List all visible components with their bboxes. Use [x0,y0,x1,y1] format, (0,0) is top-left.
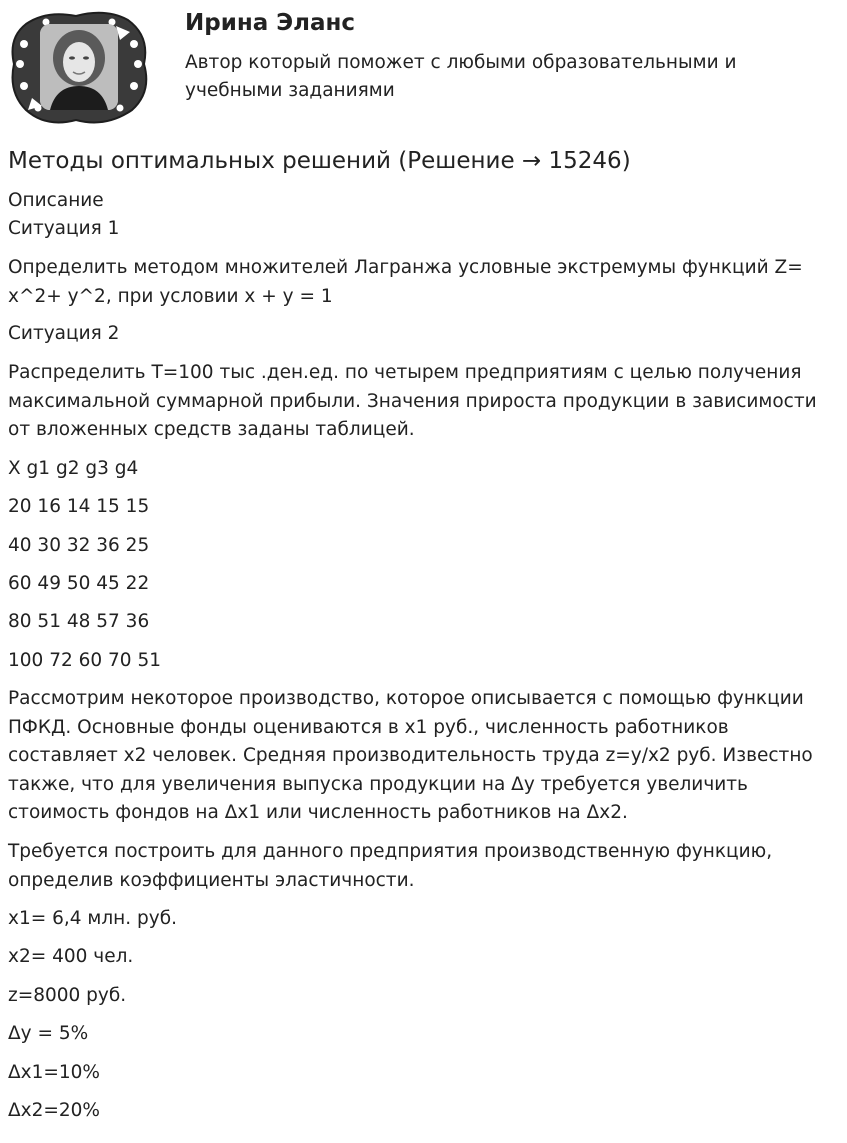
avatar-image [6,6,152,128]
author-description: Автор который поможет с любыми образовательными и учебными заданиями [185,52,737,101]
situation-2-label: Ситуация 2 [8,323,120,344]
description-heading: Описание [8,190,104,211]
table-row: 80 51 48 57 36 [8,611,150,632]
author-name[interactable]: Ирина Эланс [185,10,356,36]
task-description: Требуется построить для данного предприятия производственную функцию, определив коэффициенты эластичности. [8,841,773,891]
value-z: z=8000 руб. [8,985,127,1006]
table-header-row: X g1 g2 g3 g4 [8,458,139,479]
table-row: 100 72 60 70 51 [8,650,161,671]
situation-1-text: Определить методом множителей Лагранжа условные экстремумы функций Z= x^2+ y^2, при условии x + y = 1 [8,257,803,307]
table-row: 40 30 32 36 25 [8,535,150,556]
situation-2-text: Распределить T=100 тыс .ден.ед. по четырем предприятиям с целью получения максимальной суммарной прибыли. Значения прироста продукции в зависимости от вложенных средств заданы таблицей. [8,362,817,440]
value-x1: x1= 6,4 млн. руб. [8,908,178,929]
author-avatar[interactable] [6,6,152,128]
page-title: Методы оптимальных решений (Решение → 15246) [8,148,631,174]
value-delta-y: Δy = 5% [8,1023,89,1044]
table-row: 60 49 50 45 22 [8,573,150,594]
value-delta-x1: Δx1=10% [8,1062,100,1083]
author-header [0,0,847,140]
value-x2: x2= 400 чел. [8,946,134,967]
value-delta-x2: Δx2=20% [8,1100,100,1121]
production-description: Рассмотрим некоторое производство, которое описывается с помощью функции ПФКД. Основные фонды оцениваются в x1 руб., численность работников составляет x2 человек. Средняя производительность труда z=y/x2 руб. Известно также, что для увеличения выпуска продукции на Δy требуется увеличить стоимость фондов на Δx1 или численность работников на Δx2. [8,688,813,823]
situation-1-label: Ситуация 1 [8,218,120,239]
table-row: 20 16 14 15 15 [8,496,150,517]
